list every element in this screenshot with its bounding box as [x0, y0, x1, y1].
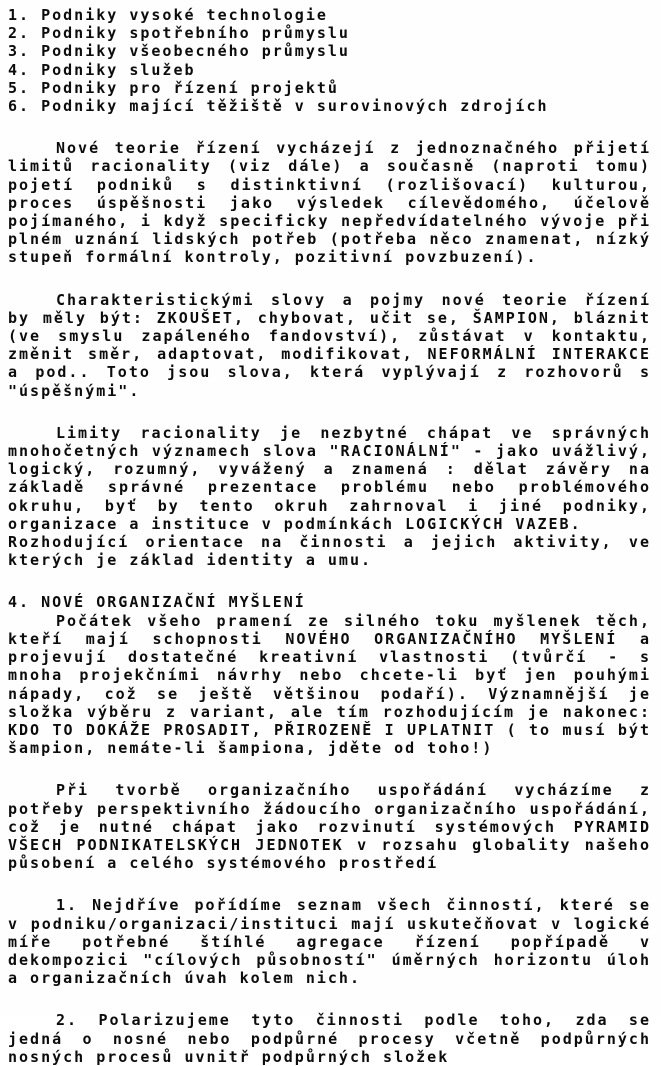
section-4-heading: 4. NOVÉ ORGANIZAČNÍ MYŠLENÍ	[8, 593, 306, 612]
paragraph-step-1: 1. Nejdříve pořídíme seznam všech činností, které se v podniku/organizaci/instituci mají uskutečňovat v logické míře potřebné štíhlé agregace řízení popřípadě v dekompozici "cílových působností" úměrných horizontu úloh a organizačních úvah kolem nich.	[8, 896, 651, 988]
list-item-6: 6. Podniky mající těžiště v surovinových zdrojích	[8, 97, 549, 116]
paragraph-org-design: Při tvorbě organizačního uspořádání vycházíme z potřeby perspektivního žádoucího organizačního uspořádání, což je nutné chápat jako rozvinutí systémových PYRAMID VŠECH PODNIKATELSKÝCH JEDNOTEK v rozsahu globality našeho působení a celého systémového prostředí	[8, 781, 651, 873]
paragraph-decisive-orientation: Rozhodující orientace na činnosti a jejich aktivity, ve kterých je základ identity a umu.	[8, 533, 651, 570]
list-item-5: 5. Podniky pro řízení projektů	[8, 78, 339, 97]
paragraph-limits-rationality: Limity racionality je nezbytné chápat ve správných mnohočetných významech slova "RACIONÁLNÍ" - jako uvážlivý, logický, rozumný, vyvážený a znamená : dělat závěry na základě správné prezentace problému nebo problémového okruhu, byť by tento okruh zahrnoval i jiné podniky, organizace a instituce v podmínkách LOGICKÝCH VAZEB.	[8, 423, 651, 533]
paragraph-step-2: 2. Polarizujeme tyto činnosti podle toho, zda se jedná o nosné nebo podpůrné procesy včetně podpůrných nosných procesů uvnitř podpůrných složek	[8, 1011, 651, 1066]
paragraph-section4-intro: Počátek všeho pramení ze silného toku myšlenek těch, kteří mají schopnosti NOVÉHO ORGANIZAČNÍHO MYŠLENÍ a projevují dostatečné kreativní vlastnosti (tvůrčí - s mnoha projekčními návrhy nebo chcete-li byť jen pouhými nápady, což se ještě většinou podaří). Významnější je složka výběru z variant, ale tím rozhodujícím je nakonec: KDO TO DOKÁŽE PROSADIT, PŘIROZENĚ I UPLATNIT ( to musí být šampion, nemáte-li šampiona, jděte od toho!)	[8, 611, 651, 758]
list-item-2: 2. Podniky spotřebního průmyslu	[8, 24, 350, 43]
list-item-4: 4. Podniky služeb	[8, 60, 196, 79]
paragraph-new-theories: Nové teorie řízení vycházejí z jednoznačného přijetí limitů racionality (viz dále) a současně (naproti tomu) pojetí podniků s distinktivní (rozlišovací) kulturou, proces úspěšnosti jako výsledek cílevědomého, účelově pojímaného, i když specificky nepředvídatelného vývoje při plném uznání lidských potřeb (potřeba něco znamenat, nízký stupeň formální kontroly, pozitivní povzbuzení).	[8, 139, 651, 267]
list-item-3: 3. Podniky všeobecného průmyslu	[8, 42, 350, 61]
enterprise-types-list	[8, 6, 651, 115]
list-item-1: 1. Podniky vysoké technologie	[8, 6, 328, 24]
paragraph-characteristic-words: Charakteristickými slovy a pojmy nové teorie řízení by měly být: ZKOUŠET, chybovat, učit se, ŠAMPION, bláznit (ve smyslu zapáleného fandovství), zůstávat v kontaktu, změnit směr, adaptovat, modifikovat, NEFORMÁLNÍ INTERAKCE a pod.. Toto jsou slova, která vyplývají z rozhovorů s "úspěšnými".	[8, 290, 651, 400]
